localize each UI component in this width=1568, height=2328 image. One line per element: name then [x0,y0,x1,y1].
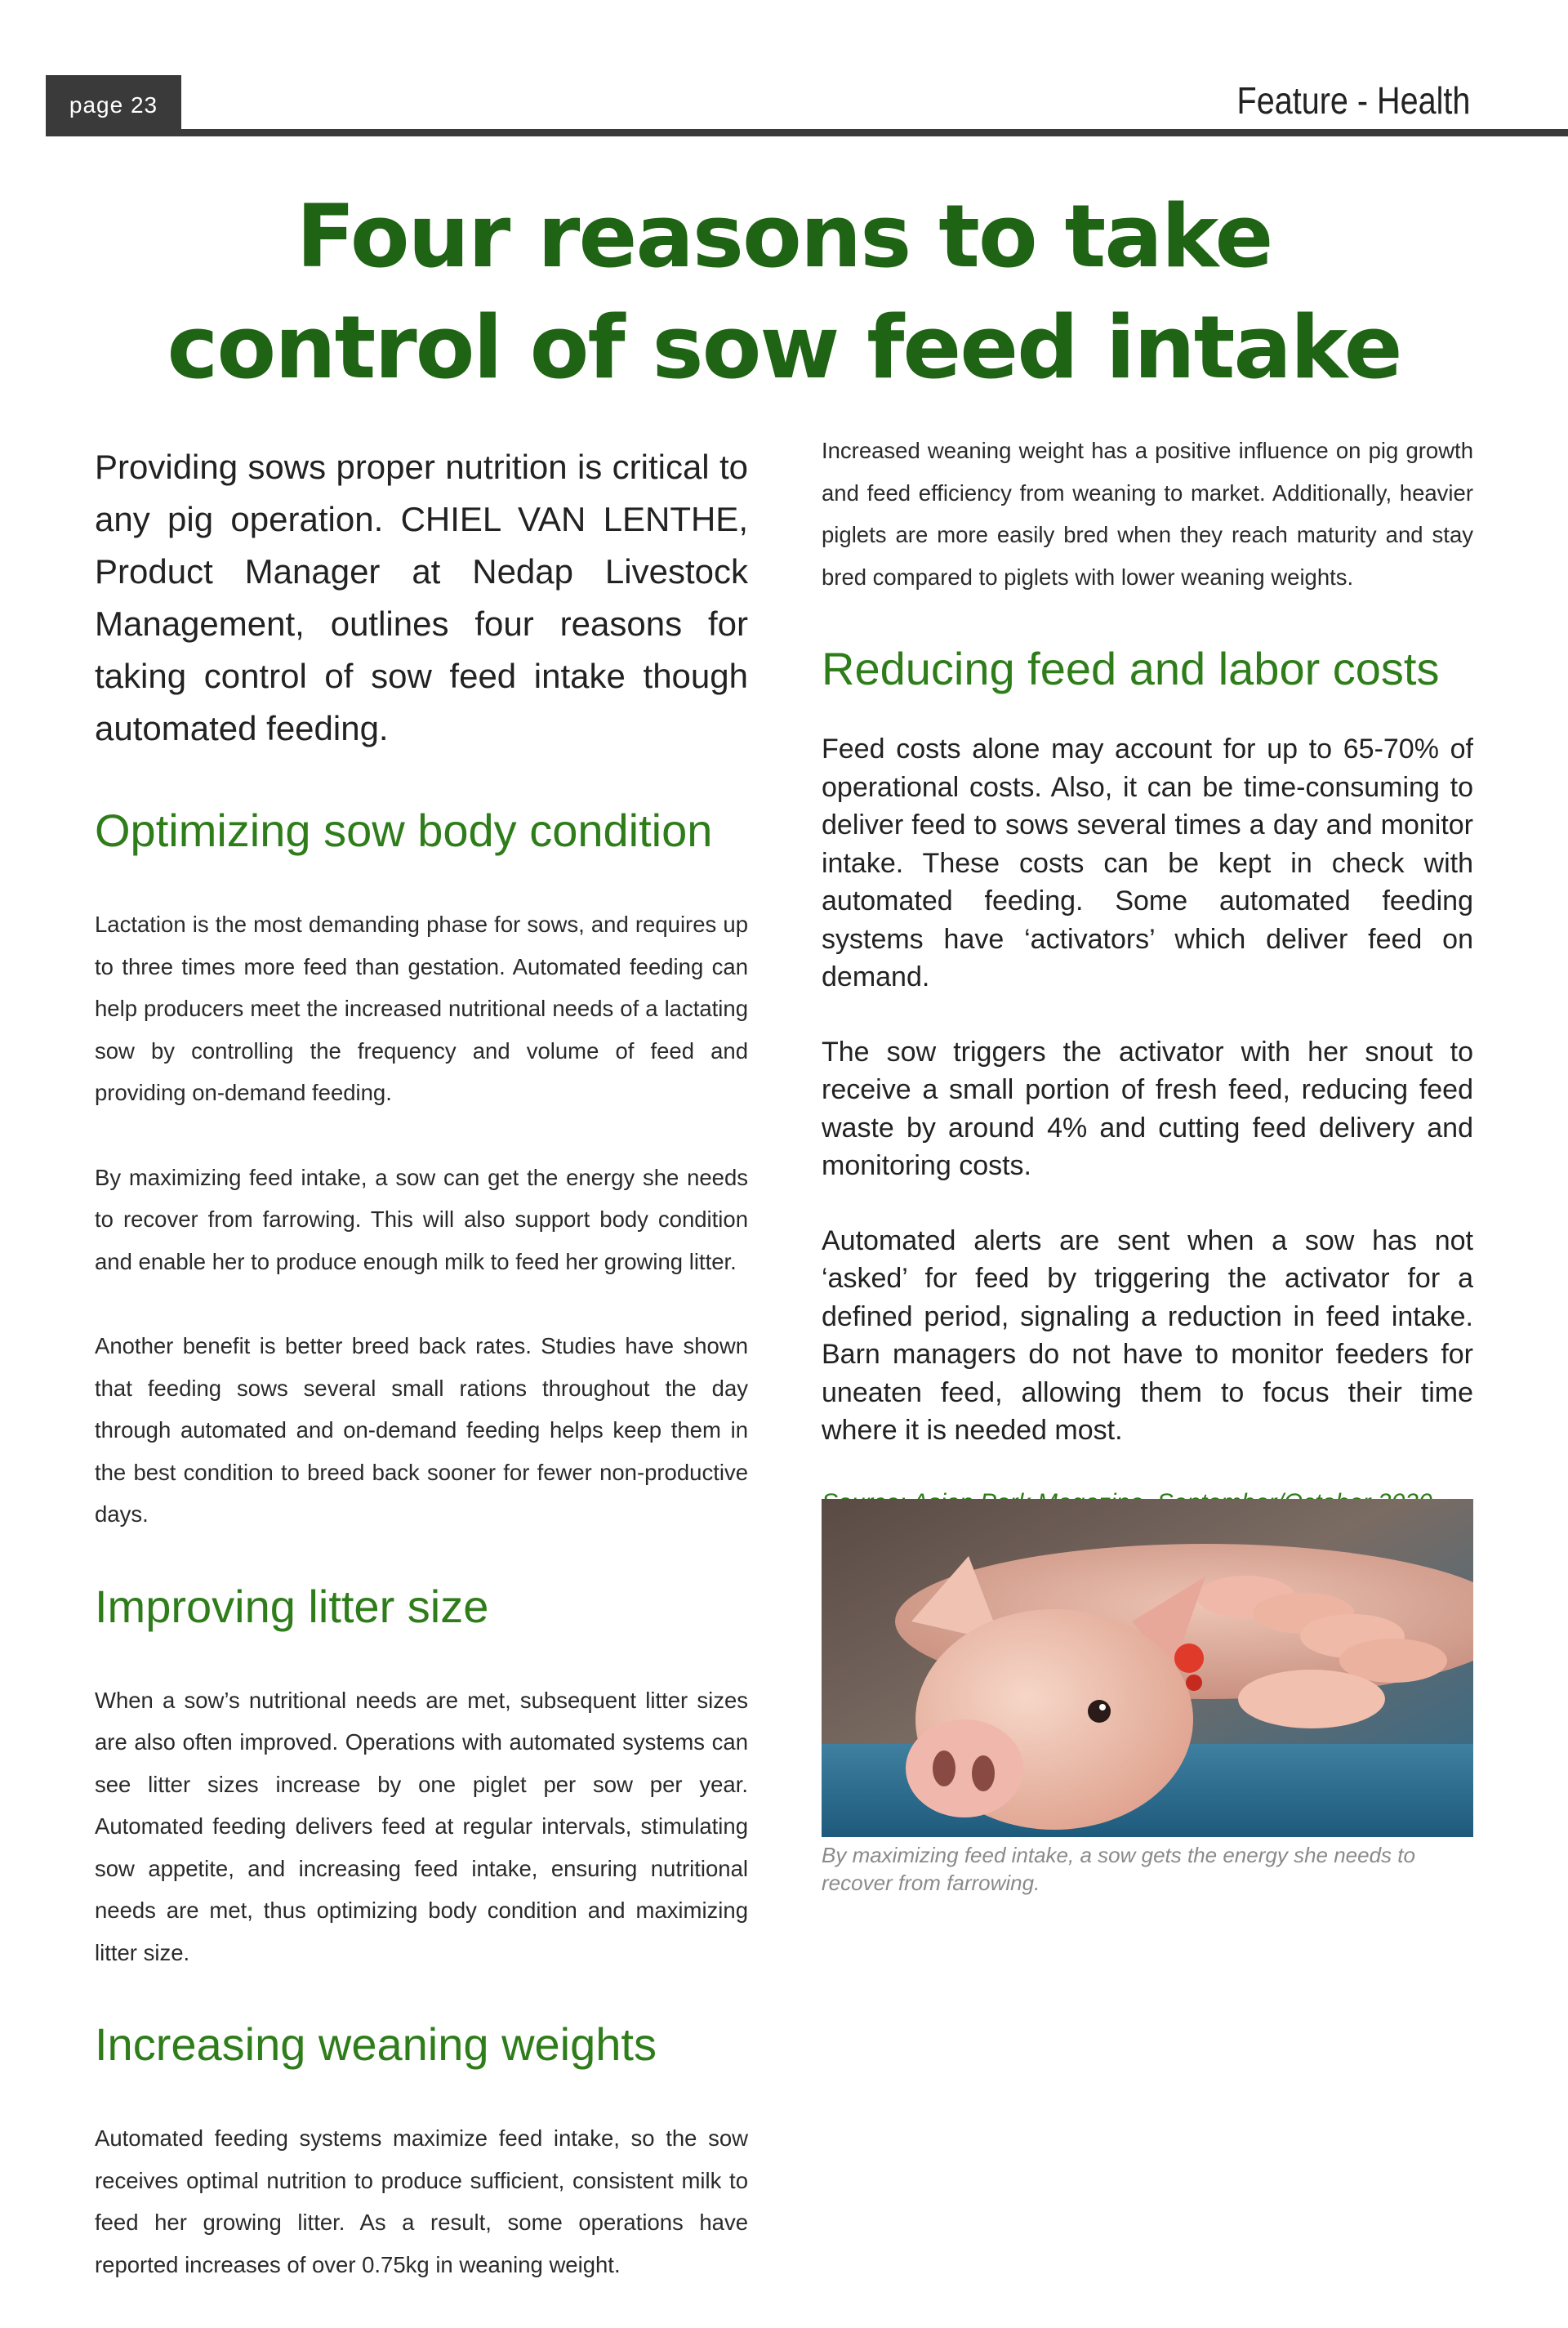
paragraph: Feed costs alone may account for up to 65-70% of operational costs. Also, it can be time-consuming to deliver feed to sows several times a day and monitor intake. These costs can be kept in check with automated feeding. Some automated feeding systems have ‘activators’ which deliver feed on demand. [822,734,1473,992]
paragraph: Automated feeding systems maximize feed intake, so the sow receives optimal nutrition to produce sufficient, consistent milk to feed her growing litter. As a result, some operations have reported increases of over 0.75kg in weaning weight. [95,2125,748,2277]
right-column [822,438,1473,1519]
paragraph: The sow triggers the activator with her snout to receive a small portion of fresh feed, reducing feed waste by around 4% and cutting feed delivery and monitoring costs. [822,1036,1473,1181]
section-heading-weaning-weights: Increasing weaning weights [95,2018,657,2070]
section-heading-litter-size: Improving litter size [95,1580,489,1632]
article-title: Four reasons to take control of sow feed intake [167,186,1401,398]
paragraph: Automated alerts are sent when a sow has not ‘asked’ for feed by triggering the activator for a defined period, signaling a reduction in feed intake. Barn managers do not have to monitor feeders for uneaten feed, allowing them to focus their time where it is needed most. [822,1224,1473,1446]
paragraph: Increased weaning weight has a positive influence on pig growth and feed efficiency from weaning to market. Additionally, heavier piglets are more easily bred when they reach maturity and stay bred compared to piglets with lower weaning weights. [822,438,1473,590]
section-heading-body-condition: Optimizing sow body condition [95,805,713,856]
paragraph: By maximizing feed intake, a sow can get the energy she needs to recover from farrowing. This will also support body condition and enable her to produce enough milk to feed her growing litter. [95,1164,748,1274]
left-column [95,441,748,2328]
paragraph: Another benefit is better breed back rates. Studies have shown that feeding sows several small rations throughout the day through automated and on-demand feeding helps keep them in the best condition to breed back sooner for fewer non-productive days. [95,1333,748,1527]
paragraph: Lactation is the most demanding phase for sows, and requires up to three times more feed than gestation. Automated feeding can help producers meet the increased nutritional needs of a lactating sow by controlling the frequency and volume of feed and providing on-demand feeding. [95,912,748,1105]
header-rule [46,129,1568,136]
section-heading-feed-labor-costs: Reducing feed and labor costs [822,643,1440,694]
article-lead: Providing sows proper nutrition is critical to any pig operation. CHIEL VAN LENTHE, Product Manager at Nedap Livestock Management, outlines four reasons for taking control of sow feed intake though automated feeding. [95,448,748,747]
pig-photo-illustration [822,1499,1473,1837]
photo-caption: By maximizing feed intake, a sow gets the energy she needs to recover from farrowing. [822,1843,1415,1895]
section-label: Feature - Health [1236,79,1470,122]
pig-photo [822,1499,1473,1837]
paragraph: When a sow’s nutritional needs are met, subsequent litter sizes are also often improved. Operations with automated systems can see litter sizes increase by one piglet per sow per year. Automated feeding delivers feed at regular intervals, stimulating sow appetite, and increasing feed intake, ensuring nutritional needs are met, thus optimizing body condition and maximizing litter size. [95,1687,748,1965]
page-number-tab: page 23 [46,75,181,136]
